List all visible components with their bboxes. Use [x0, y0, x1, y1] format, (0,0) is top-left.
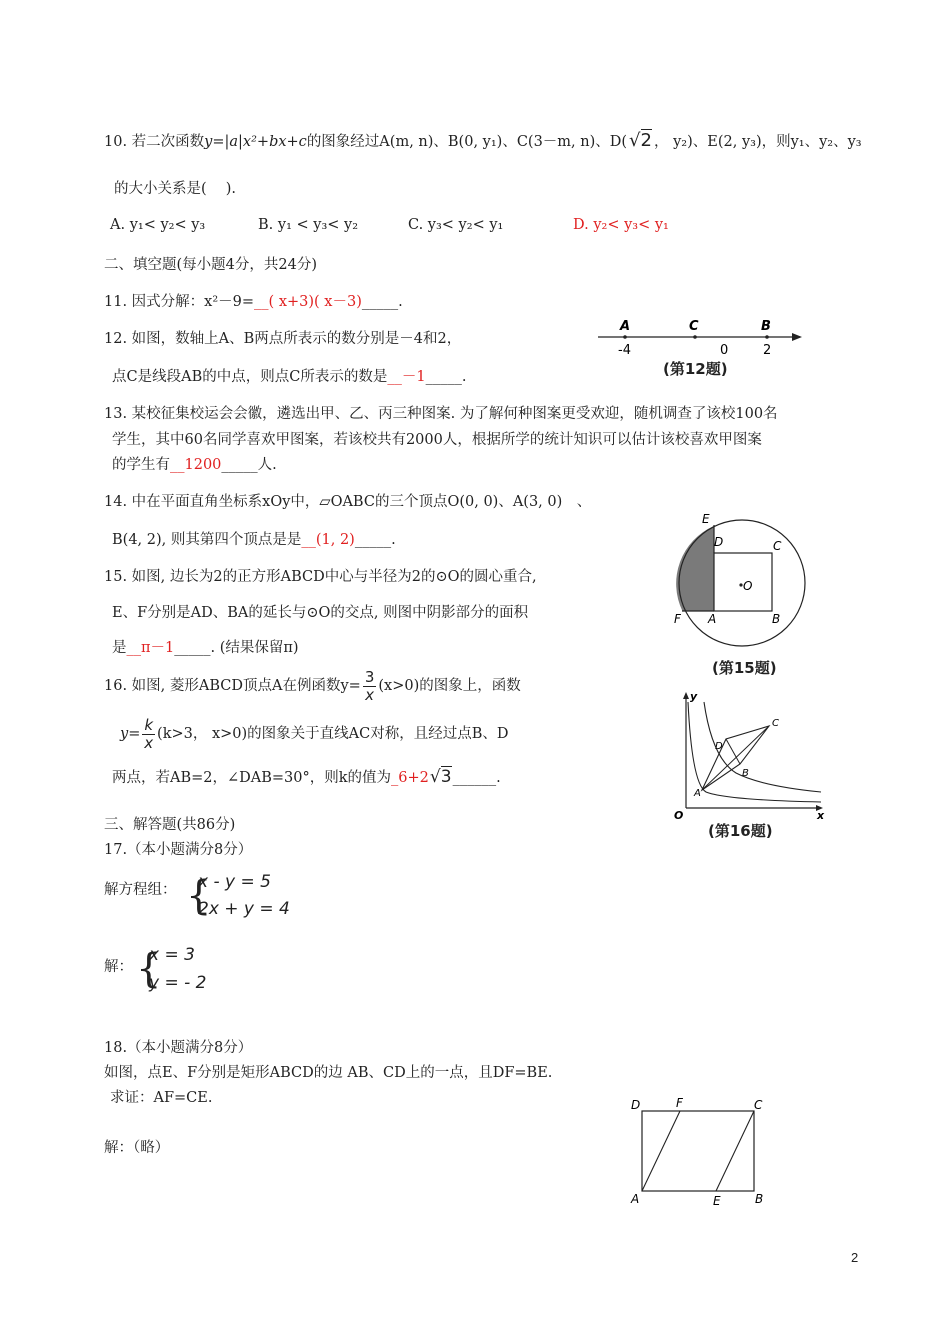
fig16-label-o: O	[674, 809, 684, 822]
q18-solution: 解：（略）	[104, 1140, 170, 1156]
q10-end: ， y₂)、E(2, y₃)，则y₁、y₂、y₃	[653, 134, 862, 150]
fig18-segment-ce	[716, 1111, 754, 1191]
q16-frac1-den: x	[365, 685, 375, 704]
q17-prompt: 解方程组：	[104, 882, 177, 898]
section3-heading: 三、解答题(共86分)	[104, 817, 236, 833]
q18-title: 18.（本小题满分8分）	[104, 1040, 253, 1056]
q13-text: 的学生有	[112, 457, 170, 473]
q10-sqrt: √2	[629, 130, 652, 151]
fig12-caption: (第12题)	[663, 360, 728, 378]
q17-equation-1: x - y = 5	[198, 872, 271, 892]
q16-fraction-1	[363, 669, 377, 704]
q16-text2-suffix: (k>3， x>0)的图象关于直线AC对称，且经过点B、D	[157, 726, 509, 742]
q10-line2: 的大小关系是( ).	[114, 181, 237, 197]
q16-text2: y=	[120, 726, 141, 742]
q16-frac2-den: x	[144, 733, 154, 752]
q14-line1: 14. 中在平面直角坐标系xOy中，▱OABC的三个顶点O(0, 0)、A(3, 0) 、	[104, 494, 592, 510]
q10-option-c: C. y₃< y₂< y₁	[408, 217, 504, 233]
q18-line1: 如图，点E、F分别是矩形ABCD的边 AB、CD上的一点，且DF=BE.	[104, 1065, 553, 1081]
q16-fraction-2	[142, 717, 155, 752]
q10-line1	[104, 130, 862, 151]
q16-answer: _6+2	[391, 770, 429, 786]
fig12-tick-neg4: -4	[618, 343, 631, 358]
fig16-label-d: D	[715, 741, 723, 752]
q18-line2: 求证：AF=CE.	[110, 1090, 213, 1106]
q11-blank: _____.	[361, 294, 403, 310]
q16-sqrt: √3	[429, 767, 452, 787]
page-number: 2	[851, 1250, 859, 1265]
q15-blank: _____. (结果保留π)	[174, 640, 299, 656]
fig15-shaded-region	[676, 526, 714, 611]
q15-line1: 15. 如图, 边长为2的正方形ABCD中心与半径为2的⊙O的圆心重合,	[104, 569, 537, 585]
fig12-tick-0: 0	[720, 343, 729, 358]
fig16-label-a: A	[694, 788, 701, 799]
q14-blank: _____.	[354, 532, 396, 548]
q14-answer: __(1, 2)	[301, 532, 355, 548]
q16-frac2-num: k	[144, 715, 154, 734]
fig15-label-o: O	[743, 579, 753, 593]
q12-text: 点C是线段AB的中点，则点C所表示的数是	[112, 369, 388, 385]
figure-18-rectangle	[626, 1093, 771, 1213]
q16-line1	[104, 664, 521, 708]
q13-line1: 13. 某校征集校运会会徽，遴选出甲、乙、丙三种图案. 为了解何种图案更受欢迎，随机调查了该校100名	[104, 406, 778, 422]
q17-solution-label: 解：	[104, 959, 133, 975]
q16-text1-suffix: (x>0)的图象上，函数	[378, 678, 521, 694]
fig15-label-a: A	[708, 612, 717, 626]
fig16-label-c: C	[772, 718, 779, 729]
q15-answer: __π－1	[126, 640, 175, 656]
fig18-label-f: F	[676, 1096, 683, 1110]
figure-15-circle-square	[668, 505, 818, 655]
q11-answer: __( x+3)( x－3)	[254, 294, 362, 310]
q10-points: 的图象经过A(m, n)、B(0, y₁)、C(3－m, n)、D(	[306, 134, 628, 150]
fig15-label-e: E	[702, 512, 710, 526]
fig15-label-f: F	[674, 612, 681, 626]
fig12-label-a: A	[620, 319, 631, 334]
q16-line3	[112, 766, 501, 787]
fig16-caption: (第16题)	[708, 822, 773, 840]
q15-text: 是	[112, 640, 127, 656]
fig18-label-a: A	[631, 1192, 640, 1206]
q12-line2	[112, 365, 466, 386]
q12-answer: __－1	[387, 369, 426, 385]
fig15-caption: (第15题)	[712, 659, 777, 677]
q10-option-d: D. y₂< y₃< y₁	[573, 217, 669, 233]
q17-solution-x: x = 3	[149, 945, 195, 965]
fig15-label-b: B	[772, 612, 781, 626]
q17-brace: {	[186, 873, 212, 919]
q17-equation-2: 2x + y = 4	[198, 899, 290, 919]
fig12-label-b: B	[761, 319, 771, 334]
q17-title: 17.（本小题满分8分）	[104, 842, 253, 858]
q10-prefix: 10. 若二次函数	[104, 134, 205, 150]
fig12-label-c: C	[689, 319, 699, 334]
q12-line1: 12. 如图，数轴上A、B两点所表示的数分别是－4和2，	[104, 331, 462, 347]
q10-option-b: B. y₁ < y₃< y₂	[258, 217, 359, 233]
q16-sqrt-val: 3	[440, 767, 452, 787]
fig15-label-d: D	[714, 535, 724, 549]
fig12-tick-2: 2	[763, 343, 772, 358]
q11-line	[104, 290, 403, 311]
q13-answer: __1200	[170, 457, 222, 473]
fig18-label-e: E	[713, 1194, 721, 1208]
q13-blank: _____人.	[221, 457, 277, 473]
q15-line2: E、F分别是AD、BA的延长与⊙O的交点, 则图中阴影部分的面积	[112, 605, 529, 621]
q16-line2	[120, 712, 509, 756]
q13-line2: 学生，其中60名同学喜欢甲图案，若该校共有2000人，根据所学的统计知识可以估计该校喜欢甲图案	[112, 432, 762, 448]
fig18-label-c: C	[754, 1098, 763, 1112]
q13-line3	[112, 453, 277, 474]
q14-line2	[112, 528, 396, 549]
q10-option-a: A. y₁< y₂< y₃	[110, 217, 206, 233]
q10-func: y=|a|x²+bx+c	[204, 134, 307, 150]
q10-sqrt-val: 2	[640, 130, 652, 151]
section2-heading: 二、填空题(每小题4分，共24分)	[104, 257, 317, 273]
q16-text3: 两点，若AB=2，∠DAB=30°，则k的值为	[112, 770, 392, 786]
figure-16-hyperbola-rhombus	[666, 688, 831, 823]
fig18-label-d: D	[631, 1098, 641, 1112]
fig18-segment-af	[642, 1111, 680, 1191]
q17-solution-brace: {	[136, 946, 162, 992]
q15-line3	[112, 636, 299, 657]
q11-text: 11. 因式分解：x²－9=	[104, 294, 255, 310]
fig16-label-y: y	[690, 690, 698, 703]
q12-blank: _____.	[425, 369, 467, 385]
q17-solution-y: y = - 2	[149, 973, 207, 993]
fig16-label-x: x	[817, 809, 825, 822]
q16-text1: 16. 如图, 菱形ABCD顶点A在例函数y=	[104, 678, 361, 694]
q14-text: B(4, 2), 则其第四个顶点是是	[112, 532, 302, 548]
q16-blank: ______.	[452, 770, 501, 786]
fig18-rectangle	[642, 1111, 754, 1191]
fig16-curve-small	[688, 702, 821, 802]
fig15-label-c: C	[773, 539, 782, 553]
fig16-label-b: B	[742, 768, 749, 779]
fig18-label-b: B	[755, 1192, 764, 1206]
q16-frac1-num: 3	[364, 667, 375, 686]
